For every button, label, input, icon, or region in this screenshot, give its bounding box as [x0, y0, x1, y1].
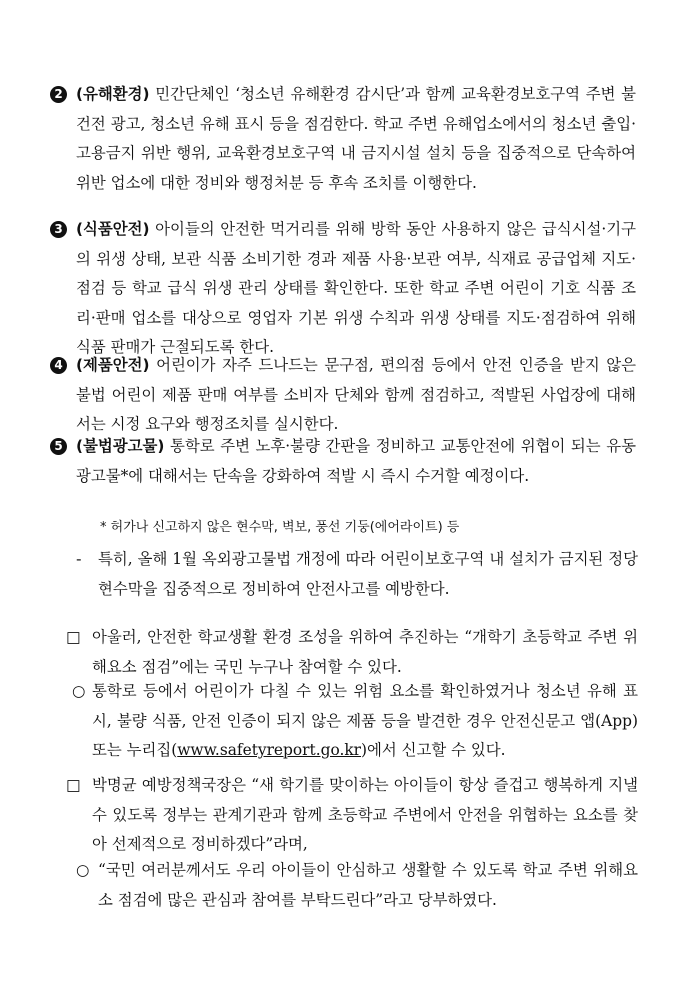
paragraph-text: 박명균 예방정책국장은 “새 학기를 맞이하는 아이들이 항상 즐겁고 행복하게 지낼 수 있도록 정부는 관계기관과 함께 초등학교 주변에서 안전을 위협하는 요소를 찾아 선제적으로 정비하겠다”라며, — [92, 776, 638, 853]
footnote: * 허가나 신고하지 않은 현수막, 벽보, 풍선 기둥(에어라이트) 등 — [100, 520, 460, 535]
report-text-post: )에서 신고할 수 있다. — [361, 741, 506, 759]
number-badge-3: 3 — [50, 221, 67, 238]
paragraph-text: “국민 여러분께서도 우리 아이들이 안심하고 생활할 수 있도록 학교 주변 위해요소 점검에 많은 관심과 참여를 부탁드린다”라고 당부하였다. — [98, 861, 638, 909]
dash-text: 특히, 올해 1월 옥외광고물법 개정에 따라 어린이보호구역 내 설치가 금지된 정당 현수막을 집중적으로 정비하여 안전사고를 예방한다. — [98, 550, 638, 598]
circle-bullet: ○ — [76, 861, 90, 879]
square-bullet: □ — [66, 628, 81, 646]
paragraph-report — [72, 677, 638, 766]
dash-mark: - — [76, 550, 82, 568]
item-text: 민간단체인 ‘청소년 유해환경 감시단’과 함께 교육환경보호구역 주변 불건전 광고, 청소년 유해 표시 등을 점검한다. 학교 주변 유해업소에서의 청소년 출입·고용금지 위반 행위, 교육환경보호구역 내 금지시설 설치 등을 집중적으로 단속하여 위반 업소에 대한 정비와 행정처분 등 후속 조치를 이행한다. — [76, 85, 636, 192]
item-heading: (유해환경) — [76, 85, 150, 103]
item-text: 어린이가 자주 드나드는 문구점, 편의점 등에서 안전 인증을 받지 않은 불법 어린이 제품 판매 여부를 소비자 단체와 함께 점검하고, 적발된 사업장에 대해서는 시정 요구와 행정조치를 실시한다. — [76, 356, 636, 433]
paragraph-request — [76, 856, 638, 915]
number-badge-4: 4 — [50, 357, 67, 374]
number-badge-5: 5 — [50, 438, 67, 455]
item-food-safety — [54, 215, 636, 363]
dash-paragraph — [76, 545, 638, 604]
paragraph-director-quote — [66, 771, 638, 860]
number-badge-2: 2 — [50, 86, 67, 103]
report-text-pre: 통학로 등에서 어린이가 다칠 수 있는 위험 요소를 확인하였거나 청소년 유해 표시, 불량 식품, 안전 인증이 되지 않은 제품 등을 발견한 경우 안전신문고 앱(App) 또는 누리집( — [92, 682, 638, 759]
item-heading: (불법광고물) — [76, 437, 165, 455]
item-heading: (제품안전) — [76, 356, 150, 374]
square-bullet: □ — [66, 776, 81, 794]
item-product-safety — [54, 351, 636, 440]
item-text: 통학로 주변 노후·불량 간판을 정비하고 교통안전에 위협이 되는 유동 광고물*에 대해서는 단속을 강화하여 적발 시 즉시 수거할 예정이다. — [76, 437, 636, 485]
item-harmful-environment — [54, 80, 636, 198]
circle-bullet: ○ — [72, 682, 86, 700]
item-text: 아이들의 안전한 먹거리를 위해 방학 동안 사용하지 않은 급식시설·기구의 위생 상태, 보관 식품 소비기한 경과 제품 사용·보관 여부, 식재료 공급업체 지도·점검 등 학교 급식 위생 관리 상태를 확인한다. 또한 학교 주변 어린이 기호 식품 조리·판매 업소를 대상으로 영업자 기본 위생 수칙과 위생 상태를 지도·점검하여 위해 식품 판매가 근절되도록 한다. — [76, 220, 636, 356]
safetyreport-link[interactable]: www.safetyreport.go.kr — [177, 741, 362, 759]
paragraph-text: 아울러, 안전한 학교생활 환경 조성을 위하여 추진하는 “개학기 초등학교 주변 위해요소 점검”에는 국민 누구나 참여할 수 있다. — [92, 628, 638, 676]
paragraph-participation — [66, 623, 638, 682]
item-heading: (식품안전) — [76, 220, 150, 238]
item-illegal-ads — [54, 432, 636, 491]
